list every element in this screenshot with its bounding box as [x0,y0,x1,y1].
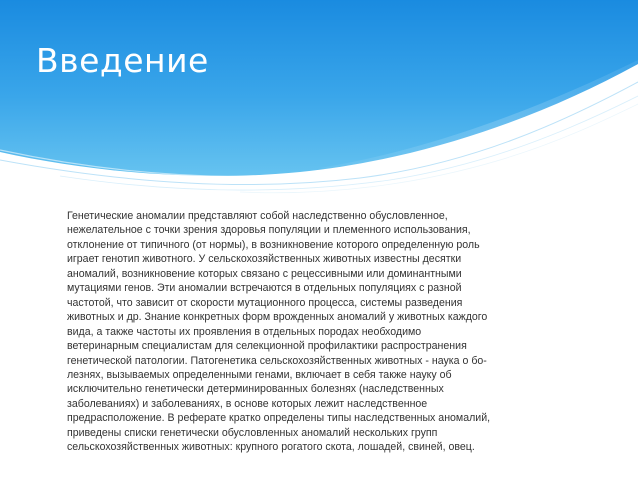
slide-body-text: Генетические аномалии представляют собой наследственно обусловленное, нежелательное с точки зрения здоровья популяции и племенного использования, отклонение от типичного (от нормы), в возникновение которого определенную роль играет генотип животного. У сельскохозяйственных животных известны десятки аномалий, возникновение которых связано с рецессивными или доминантными мутациями генов. Эти аномалии встречаются в отдельных популяциях с разной частотой, что зависит от скорости мутационного процесса, системы разведения животных и др. Знание конкретных форм врожденных аномалий у животных каждого вида, а также частоты их проявления в отдельных породах необходимо ветеринарным специалистам для селекционной профилактики распространения генетической патологии. Патогенетика сельскохозяйственных животных - наука о бо- лезнях, вызываемых определенными генами, включает в себя также науку об исключительно генетически детерминированных болезнях (наследственных заболеваниях) и заболеваниях, в основе которых лежит наследственное предрасположение. В реферате кратко определены типы наследственных аномалий, приведены списки генетически обусловленных аномалий нескольких групп сельскохозяйственных животных: крупного рогатого скота, лошадей, свиней, овец. [67,210,491,454]
slide-title: Введение [36,41,209,80]
header-wave-band [0,0,638,210]
header-wave-graphic [0,0,638,210]
header-band-shape [0,0,638,176]
